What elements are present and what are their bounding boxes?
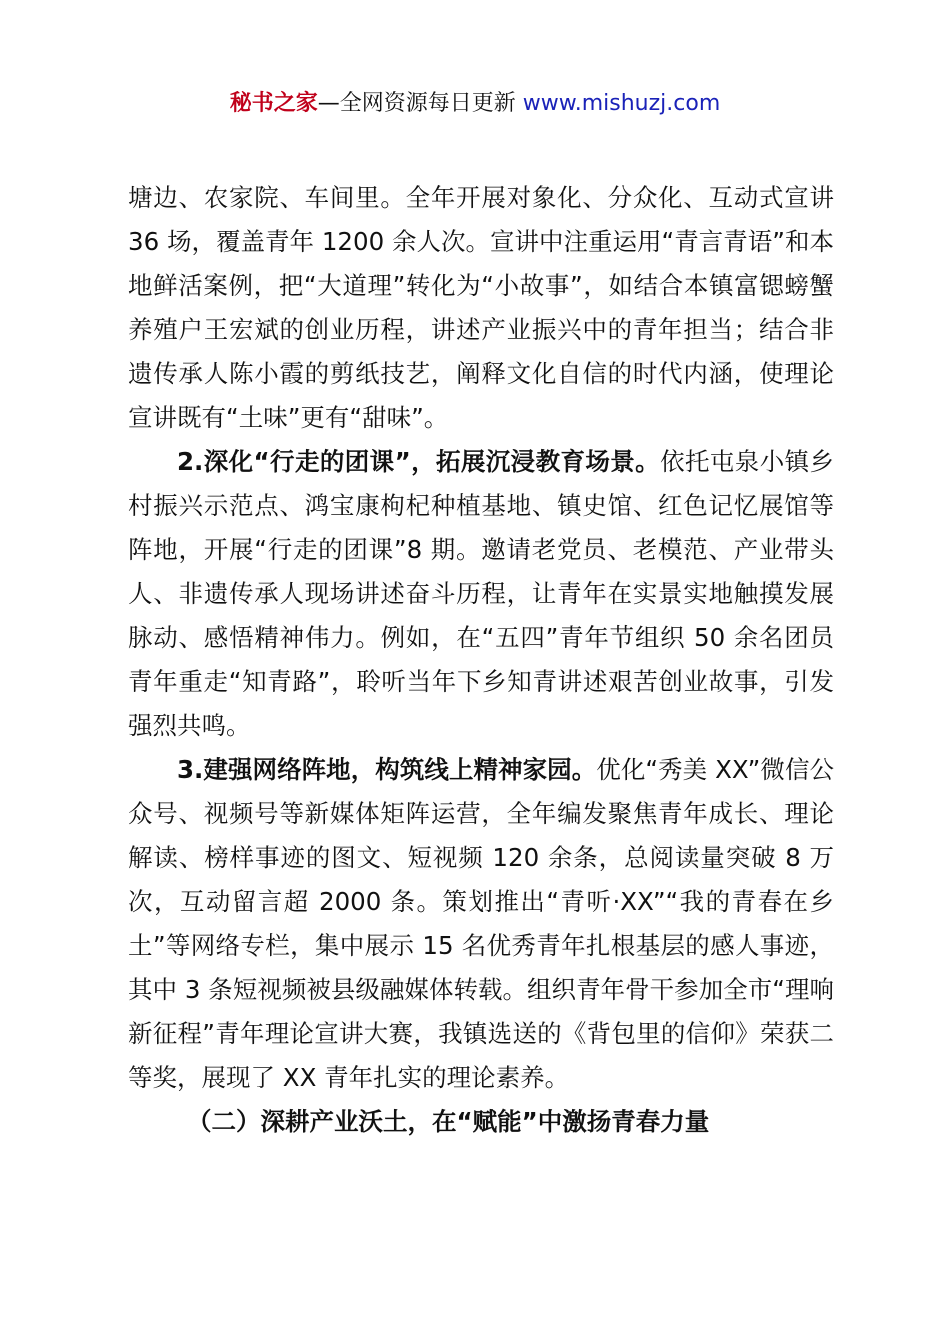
site-header [0, 86, 950, 122]
paragraph-walking-league-class [128, 440, 834, 748]
paragraph-lead: 3.建强网络阵地，构筑线上精神家园。 [177, 755, 597, 784]
site-url-link[interactable]: www.mishuzj.com [522, 91, 721, 116]
document-body [128, 176, 834, 1144]
header-tagline: —全网资源每日更新 [317, 91, 523, 116]
paragraph-lead: 2.深化“行走的团课”，拓展沉浸教育场景。 [177, 447, 661, 476]
brand-name: 秘书之家 [229, 91, 318, 116]
paragraph-text: 依托屯泉小镇乡村振兴示范点、鸿宝康枸杞种植基地、镇史馆、红色记忆展馆等阵地，开展“行走的团课”8 期。邀请老党员、老模范、产业带头人、非遗传承人现场讲述奋斗历程，让青年在实景实地触摸发展脉动、感悟精神伟力。例如，在“五四”青年节组织 50 余名团员青年重走“知青路”，聆听当年下乡知青讲述艰苦创业故事，引发强烈共鸣。 [128, 447, 835, 740]
paragraph-network-front [128, 748, 834, 1100]
paragraph-continuation: 塘边、农家院、车间里。全年开展对象化、分众化、互动式宣讲 36 场，覆盖青年 1200 余人次。宣讲中注重运用“青言青语”和本地鲜活案例，把“大道理”转化为“小故事”，如结合本镇富锶螃蟹养殖户王宏斌的创业历程，讲述产业振兴中的青年担当；结合非遗传承人陈小霞的剪纸技艺，阐释文化自信的时代内涵，使理论宣讲既有“土味”更有“甜味”。 [128, 183, 834, 432]
paragraph-text: 优化“秀美 XX”微信公众号、视频号等新媒体矩阵运营，全年编发聚焦青年成长、理论解读、榜样事迹的图文、短视频 120 余条，总阅读量突破 8 万次，互动留言超 2000 条。策划推出“青听·XX”“我的青春在乡土”等网络专栏，集中展示 15 名优秀青年扎根基层的感人事迹，其中 3 条短视频被县级融媒体转载。组织青年骨干参加全市“理响新征程”青年理论宣讲大赛，我镇选送的《背包里的信仰》荣获二等奖，展现了 XX 青年扎实的理论素养。 [128, 755, 834, 1092]
section-heading: （二）深耕产业沃土，在“赋能”中激扬青春力量 [187, 1107, 710, 1136]
